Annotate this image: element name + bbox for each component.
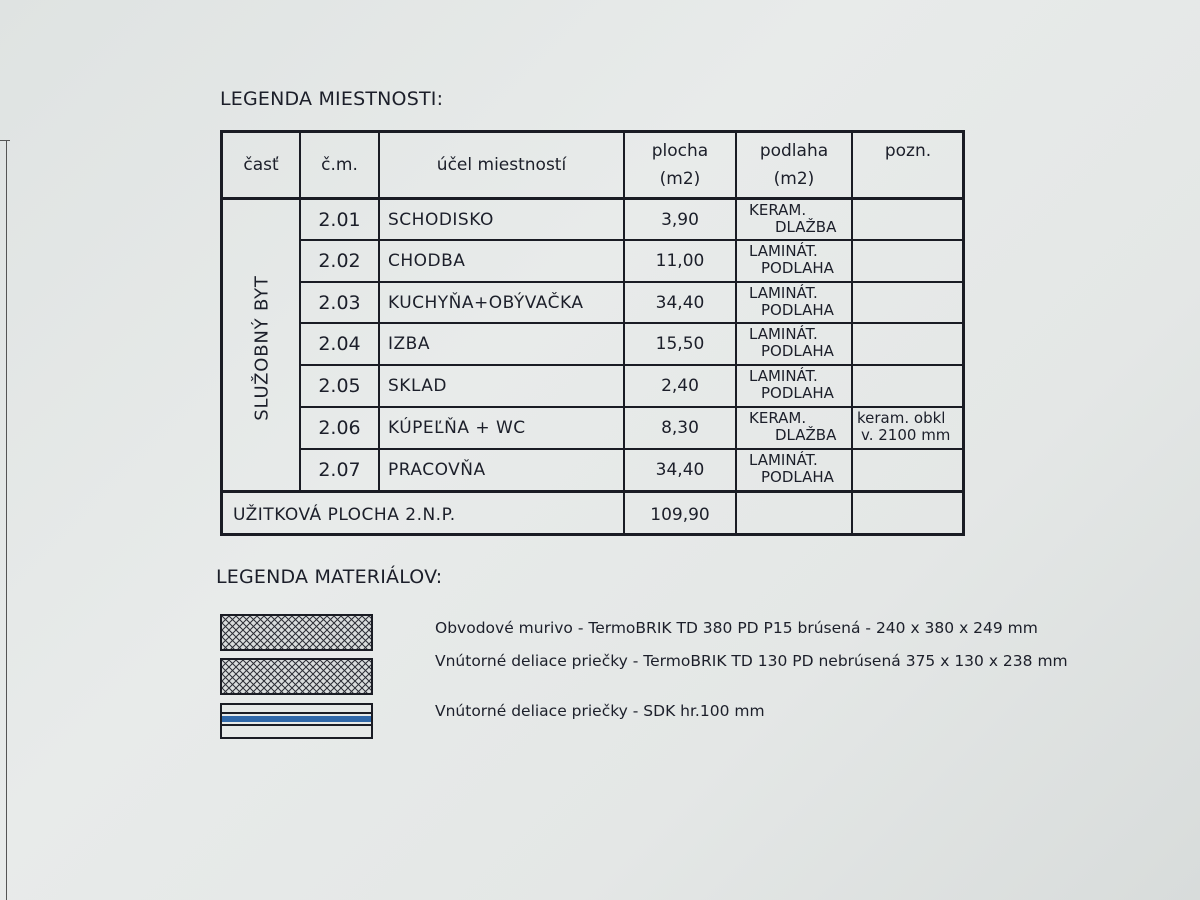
blue-stripe-pattern xyxy=(222,705,371,737)
room-floor xyxy=(737,450,851,486)
floor-line2: PODLAHA xyxy=(761,301,834,319)
room-number: 2.07 xyxy=(318,459,361,481)
part-name: SLUŽOBNÝ BYT xyxy=(251,275,273,421)
room-floor xyxy=(737,200,851,236)
room-area: 8,30 xyxy=(661,418,699,438)
room-area: 15,50 xyxy=(655,334,705,354)
room-purpose: SKLAD xyxy=(388,376,448,396)
swatch-exterior-wall xyxy=(220,614,373,651)
floor-line1: KERAM. xyxy=(749,409,807,427)
room-area: 34,40 xyxy=(655,460,705,480)
floor-line1: LAMINÁT. xyxy=(749,451,818,469)
header-number: č.m. xyxy=(321,155,358,175)
swatch-interior-partition xyxy=(220,658,373,695)
floor-line1: LAMINÁT. xyxy=(749,367,818,385)
left-edge-tick xyxy=(0,140,10,141)
room-purpose: CHODBA xyxy=(388,251,466,271)
room-number: 2.03 xyxy=(318,292,361,314)
floor-line2: PODLAHA xyxy=(761,259,834,277)
room-note xyxy=(853,408,963,444)
material-text: Obvodové murivo - TermoBRIK TD 380 PD P15 brúsená - 240 x 380 x 249 mm xyxy=(435,619,1038,637)
room-floor xyxy=(737,324,851,360)
floor-line1: LAMINÁT. xyxy=(749,325,818,343)
room-area: 11,00 xyxy=(655,251,705,271)
header-floor-line2: (m2) xyxy=(773,169,815,189)
room-purpose: PRACOVŇA xyxy=(388,460,486,480)
materials-legend-title: LEGENDA MATERIÁLOV: xyxy=(216,566,443,588)
room-area: 2,40 xyxy=(661,376,699,396)
floor-line2: PODLAHA xyxy=(761,468,834,486)
col-line-floor xyxy=(851,133,853,533)
material-text: Vnútorné deliace priečky - TermoBRIK TD 130 PD nebrúsená 375 x 130 x 238 mm xyxy=(435,652,1068,670)
room-area: 34,40 xyxy=(655,293,705,313)
room-number: 2.01 xyxy=(318,209,361,231)
floor-line1: KERAM. xyxy=(749,201,807,219)
floor-line1: LAMINÁT. xyxy=(749,284,818,302)
header-area-line1: plocha xyxy=(651,141,709,161)
room-purpose: IZBA xyxy=(388,334,430,354)
floor-line1: LAMINÁT. xyxy=(749,242,818,260)
room-floor xyxy=(737,283,851,319)
swatch-sdk-partition xyxy=(220,703,373,739)
crosshatch-pattern xyxy=(222,616,371,649)
room-purpose: SCHODISKO xyxy=(388,210,494,230)
material-text: Vnútorné deliace priečky - SDK hr.100 mm xyxy=(435,702,765,720)
total-label: UŽITKOVÁ PLOCHA 2.N.P. xyxy=(233,505,456,525)
header-purpose: účel miestností xyxy=(436,155,567,175)
rooms-legend-title: LEGENDA MIESTNOSTI: xyxy=(220,88,444,110)
header-area-line2: (m2) xyxy=(659,169,701,189)
room-number: 2.02 xyxy=(318,250,361,272)
room-floor xyxy=(737,408,851,444)
crosshatch-pattern xyxy=(222,660,371,693)
room-floor xyxy=(737,366,851,402)
header-floor-line1: podlaha xyxy=(759,141,829,161)
floor-line2: PODLAHA xyxy=(761,342,834,360)
room-purpose: KUCHYŇA+OBÝVAČKA xyxy=(388,293,584,313)
room-floor xyxy=(737,241,851,277)
header-part: časť xyxy=(243,155,279,175)
room-number: 2.04 xyxy=(318,333,361,355)
floor-line2: PODLAHA xyxy=(761,384,834,402)
floor-line2: DLAŽBA xyxy=(775,426,837,444)
header-note: pozn. xyxy=(884,141,932,161)
part-label xyxy=(226,203,298,493)
rooms-table xyxy=(220,130,965,536)
room-number: 2.05 xyxy=(318,375,361,397)
note-line2: v. 2100 mm xyxy=(861,426,951,444)
room-number: 2.06 xyxy=(318,417,361,439)
floor-line2: DLAŽBA xyxy=(775,218,837,236)
room-area: 3,90 xyxy=(661,210,699,230)
total-area: 109,90 xyxy=(650,505,710,525)
left-edge-line xyxy=(6,140,7,900)
note-line1: keram. obkl xyxy=(857,409,946,427)
room-purpose: KÚPEĽŇA + WC xyxy=(388,418,526,438)
